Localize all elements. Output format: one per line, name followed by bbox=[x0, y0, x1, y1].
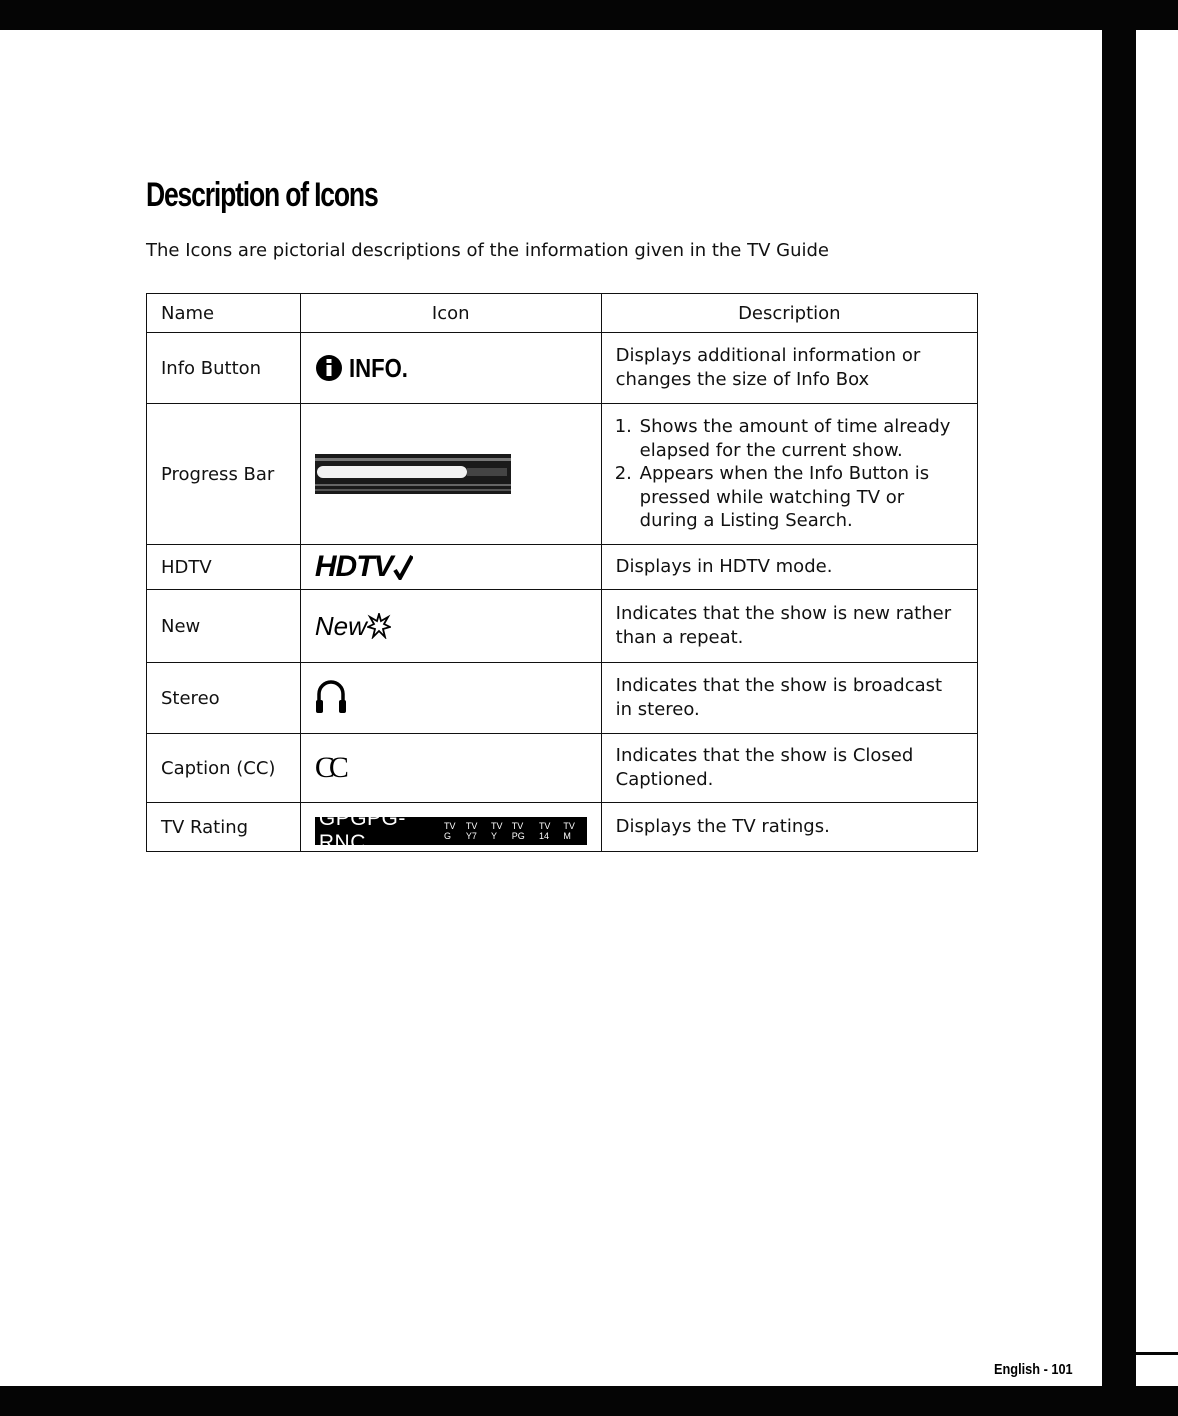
scan-border-right bbox=[1102, 0, 1136, 1390]
rating-sub-label: TV Y bbox=[491, 821, 503, 841]
table-row bbox=[147, 545, 978, 590]
table-row bbox=[147, 803, 978, 852]
hdtv-icon-label: HDTV bbox=[314, 550, 393, 583]
icon-cell bbox=[300, 590, 601, 663]
page-title: Description of Icons bbox=[146, 176, 378, 214]
row-name: Info Button bbox=[147, 333, 301, 404]
header-icon: Icon bbox=[300, 294, 601, 333]
row-description: Displays in HDTV mode. bbox=[601, 545, 977, 590]
new-icon-label: New bbox=[314, 610, 367, 641]
rating-sub-label: TV 14 bbox=[538, 821, 551, 841]
row-description: Displays additional information or changes the size of Info Box bbox=[601, 333, 977, 404]
table-row bbox=[147, 590, 978, 663]
row-description: Displays the TV ratings. bbox=[601, 803, 977, 852]
icons-table bbox=[146, 293, 978, 852]
rating-sub-label: TV M bbox=[563, 821, 575, 841]
new-icon bbox=[315, 611, 587, 642]
row-name: Stereo bbox=[147, 663, 301, 734]
icon-cell bbox=[300, 803, 601, 852]
header-name: Name bbox=[147, 294, 301, 333]
row-name: HDTV bbox=[147, 545, 301, 590]
row-name: Progress Bar bbox=[147, 404, 301, 545]
rating-main-text: GPGPG-RNC bbox=[318, 807, 406, 854]
scan-mark-left bbox=[0, 20, 4, 30]
row-description bbox=[601, 404, 977, 545]
description-list bbox=[616, 415, 963, 533]
description-item: 2. Appears when the Info Button is pressed while watching TV or during a Listing Search. bbox=[638, 462, 963, 533]
starburst-icon bbox=[367, 613, 391, 639]
intro-text: The Icons are pictorial descriptions of the information given in the TV Guide bbox=[146, 240, 829, 261]
row-description: Indicates that the show is new rather than a repeat. bbox=[601, 590, 977, 663]
description-item: 1. Shows the amount of time already elapsed for the current show. bbox=[638, 415, 963, 462]
stereo-headphones-icon bbox=[315, 678, 347, 714]
hdtv-icon bbox=[315, 550, 587, 584]
icon-cell bbox=[300, 545, 601, 590]
progress-bar-icon bbox=[315, 454, 511, 494]
info-circle-icon bbox=[315, 354, 343, 382]
rating-sub-label: TV Y7 bbox=[465, 821, 478, 841]
table-row bbox=[147, 663, 978, 734]
icon-cell bbox=[300, 663, 601, 734]
icon-cell bbox=[300, 734, 601, 803]
icon-cell bbox=[300, 333, 601, 404]
page-number: English - 101 bbox=[994, 1361, 1073, 1378]
table-row bbox=[147, 333, 978, 404]
icon-cell bbox=[300, 404, 601, 545]
row-description: Indicates that the show is broadcast in stereo. bbox=[601, 663, 977, 734]
row-name: Caption (CC) bbox=[147, 734, 301, 803]
row-name: TV Rating bbox=[147, 803, 301, 852]
scan-border-right-tail bbox=[1136, 1352, 1178, 1355]
table-row bbox=[147, 404, 978, 545]
scan-border-bottom bbox=[0, 1386, 1178, 1416]
rating-sub-label: TV PG bbox=[511, 821, 525, 841]
checkmark-icon bbox=[393, 554, 413, 580]
scan-border-top bbox=[0, 0, 1178, 30]
closed-caption-icon: CC bbox=[314, 751, 343, 784]
rating-sub-label: TV G bbox=[444, 821, 456, 841]
rating-sub-labels bbox=[444, 821, 583, 841]
row-name: New bbox=[147, 590, 301, 663]
table-row bbox=[147, 734, 978, 803]
info-icon-label: INFO. bbox=[348, 352, 408, 383]
info-button-icon bbox=[315, 353, 587, 384]
tv-rating-icon bbox=[315, 807, 587, 854]
row-description: Indicates that the show is Closed Captioned. bbox=[601, 734, 977, 803]
header-description: Description bbox=[601, 294, 977, 333]
table-header-row bbox=[147, 294, 978, 333]
